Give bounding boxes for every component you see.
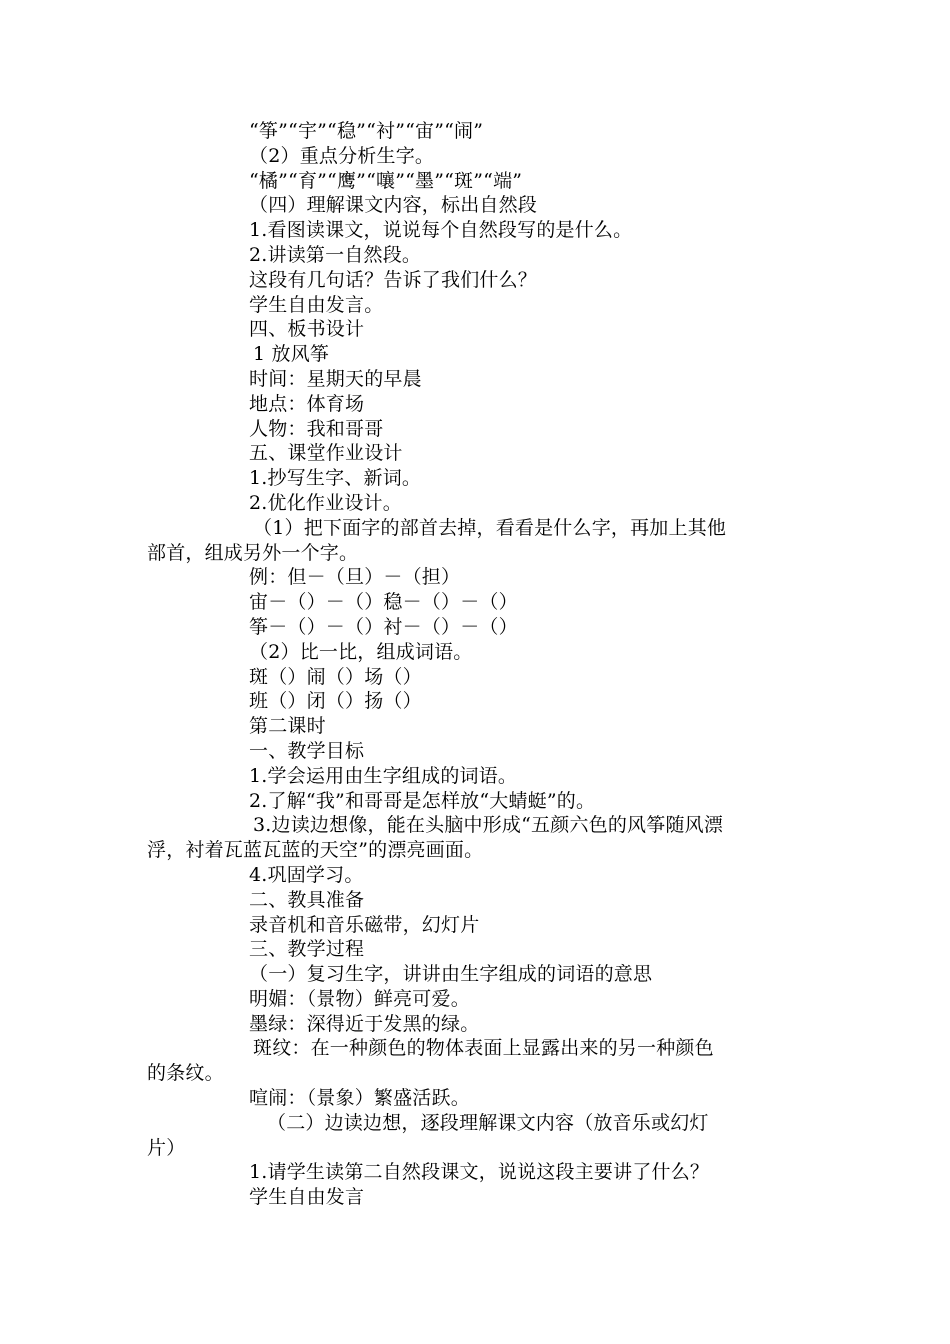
text-line: 2.讲读第一自然段。 <box>249 243 422 266</box>
text-line: 喧闹：（景象）繁盛活跃。 <box>249 1087 470 1110</box>
text-line: （1）把下面字的部首去掉，看看是什么字，再加上其他 <box>253 516 727 539</box>
text-line: 第二课时 <box>249 715 326 738</box>
text-line: 这段有几句话？告诉了我们什么？ <box>249 268 538 291</box>
text-line: “筝”“宇”“稳”“衬”“宙”“闹” <box>249 120 484 142</box>
text-line: 一、教学目标 <box>249 739 365 762</box>
text-line: （2）重点分析生字。 <box>249 144 435 167</box>
text-line: 1.请学生读第二自然段课文，说说这段主要讲了什么？ <box>249 1161 710 1184</box>
text-line: （一）复习生字，讲讲由生字组成的词语的意思 <box>249 963 653 986</box>
text-line: 时间：星期天的早晨 <box>249 367 422 390</box>
text-line: 1.看图读课文，说说每个自然段写的是什么。 <box>249 219 633 242</box>
text-line: 二、教具准备 <box>249 888 365 911</box>
text-line: 1 放风筝 <box>253 343 330 366</box>
text-line: 1.抄写生字、新词。 <box>249 467 422 490</box>
document-body <box>147 119 812 1210</box>
text-line: （二）边读边想，逐段理解课文内容（放音乐或幻灯 <box>267 1111 709 1134</box>
text-line: 部首，组成另外一个字。 <box>147 541 359 564</box>
text-line: 三、教学过程 <box>249 938 365 961</box>
text-line: 学生自由发言。 <box>249 293 384 316</box>
text-line: （四）理解课文内容，标出自然段 <box>249 194 538 217</box>
text-line: 筝－（）－（）衬－（）－（） <box>249 615 518 638</box>
text-line: （2）比一比，组成词语。 <box>249 640 473 663</box>
text-line: 2.优化作业设计。 <box>249 491 402 514</box>
text-line: 四、板书设计 <box>249 318 365 341</box>
text-line: 明媚：（景物）鲜亮可爱。 <box>249 987 470 1010</box>
text-line: 浮，衬着瓦蓝瓦蓝的天空”的漂亮画面。 <box>147 839 484 862</box>
text-line: 宙－（）－（）稳－（）－（） <box>249 591 518 614</box>
text-line: 五、课堂作业设计 <box>249 442 403 465</box>
text-line: “橘”“育”“鹰”“嚷”“墨”“斑”“端” <box>249 169 523 192</box>
text-line: 学生自由发言 <box>249 1186 365 1209</box>
text-line: 例：但－（旦）－（担） <box>249 566 461 589</box>
text-line: 1.学会运用由生字组成的词语。 <box>249 764 518 787</box>
text-line: 班（）闭（）扬（） <box>249 690 422 713</box>
text-line: 斑（）闹（）场（） <box>249 665 422 688</box>
text-line: 片） <box>147 1136 186 1159</box>
text-line: 人物：我和哥哥 <box>249 417 384 440</box>
text-line: 斑纹：在一种颜色的物体表面上显露出来的另一种颜色 <box>253 1037 714 1060</box>
text-line: 墨绿：深得近于发黑的绿。 <box>249 1012 480 1035</box>
text-line: 3.边读边想像，能在头脑中形成“五颜六色的风筝随风漂 <box>253 814 724 837</box>
text-line: 的条纹。 <box>147 1062 224 1085</box>
text-line: 4.巩固学习。 <box>249 863 364 886</box>
text-line: 录音机和音乐磁带，幻灯片 <box>249 913 480 936</box>
text-line: 地点：体育场 <box>249 392 365 415</box>
text-line: 2.了解“我”和哥哥是怎样放“大蜻蜓”的。 <box>249 789 596 812</box>
